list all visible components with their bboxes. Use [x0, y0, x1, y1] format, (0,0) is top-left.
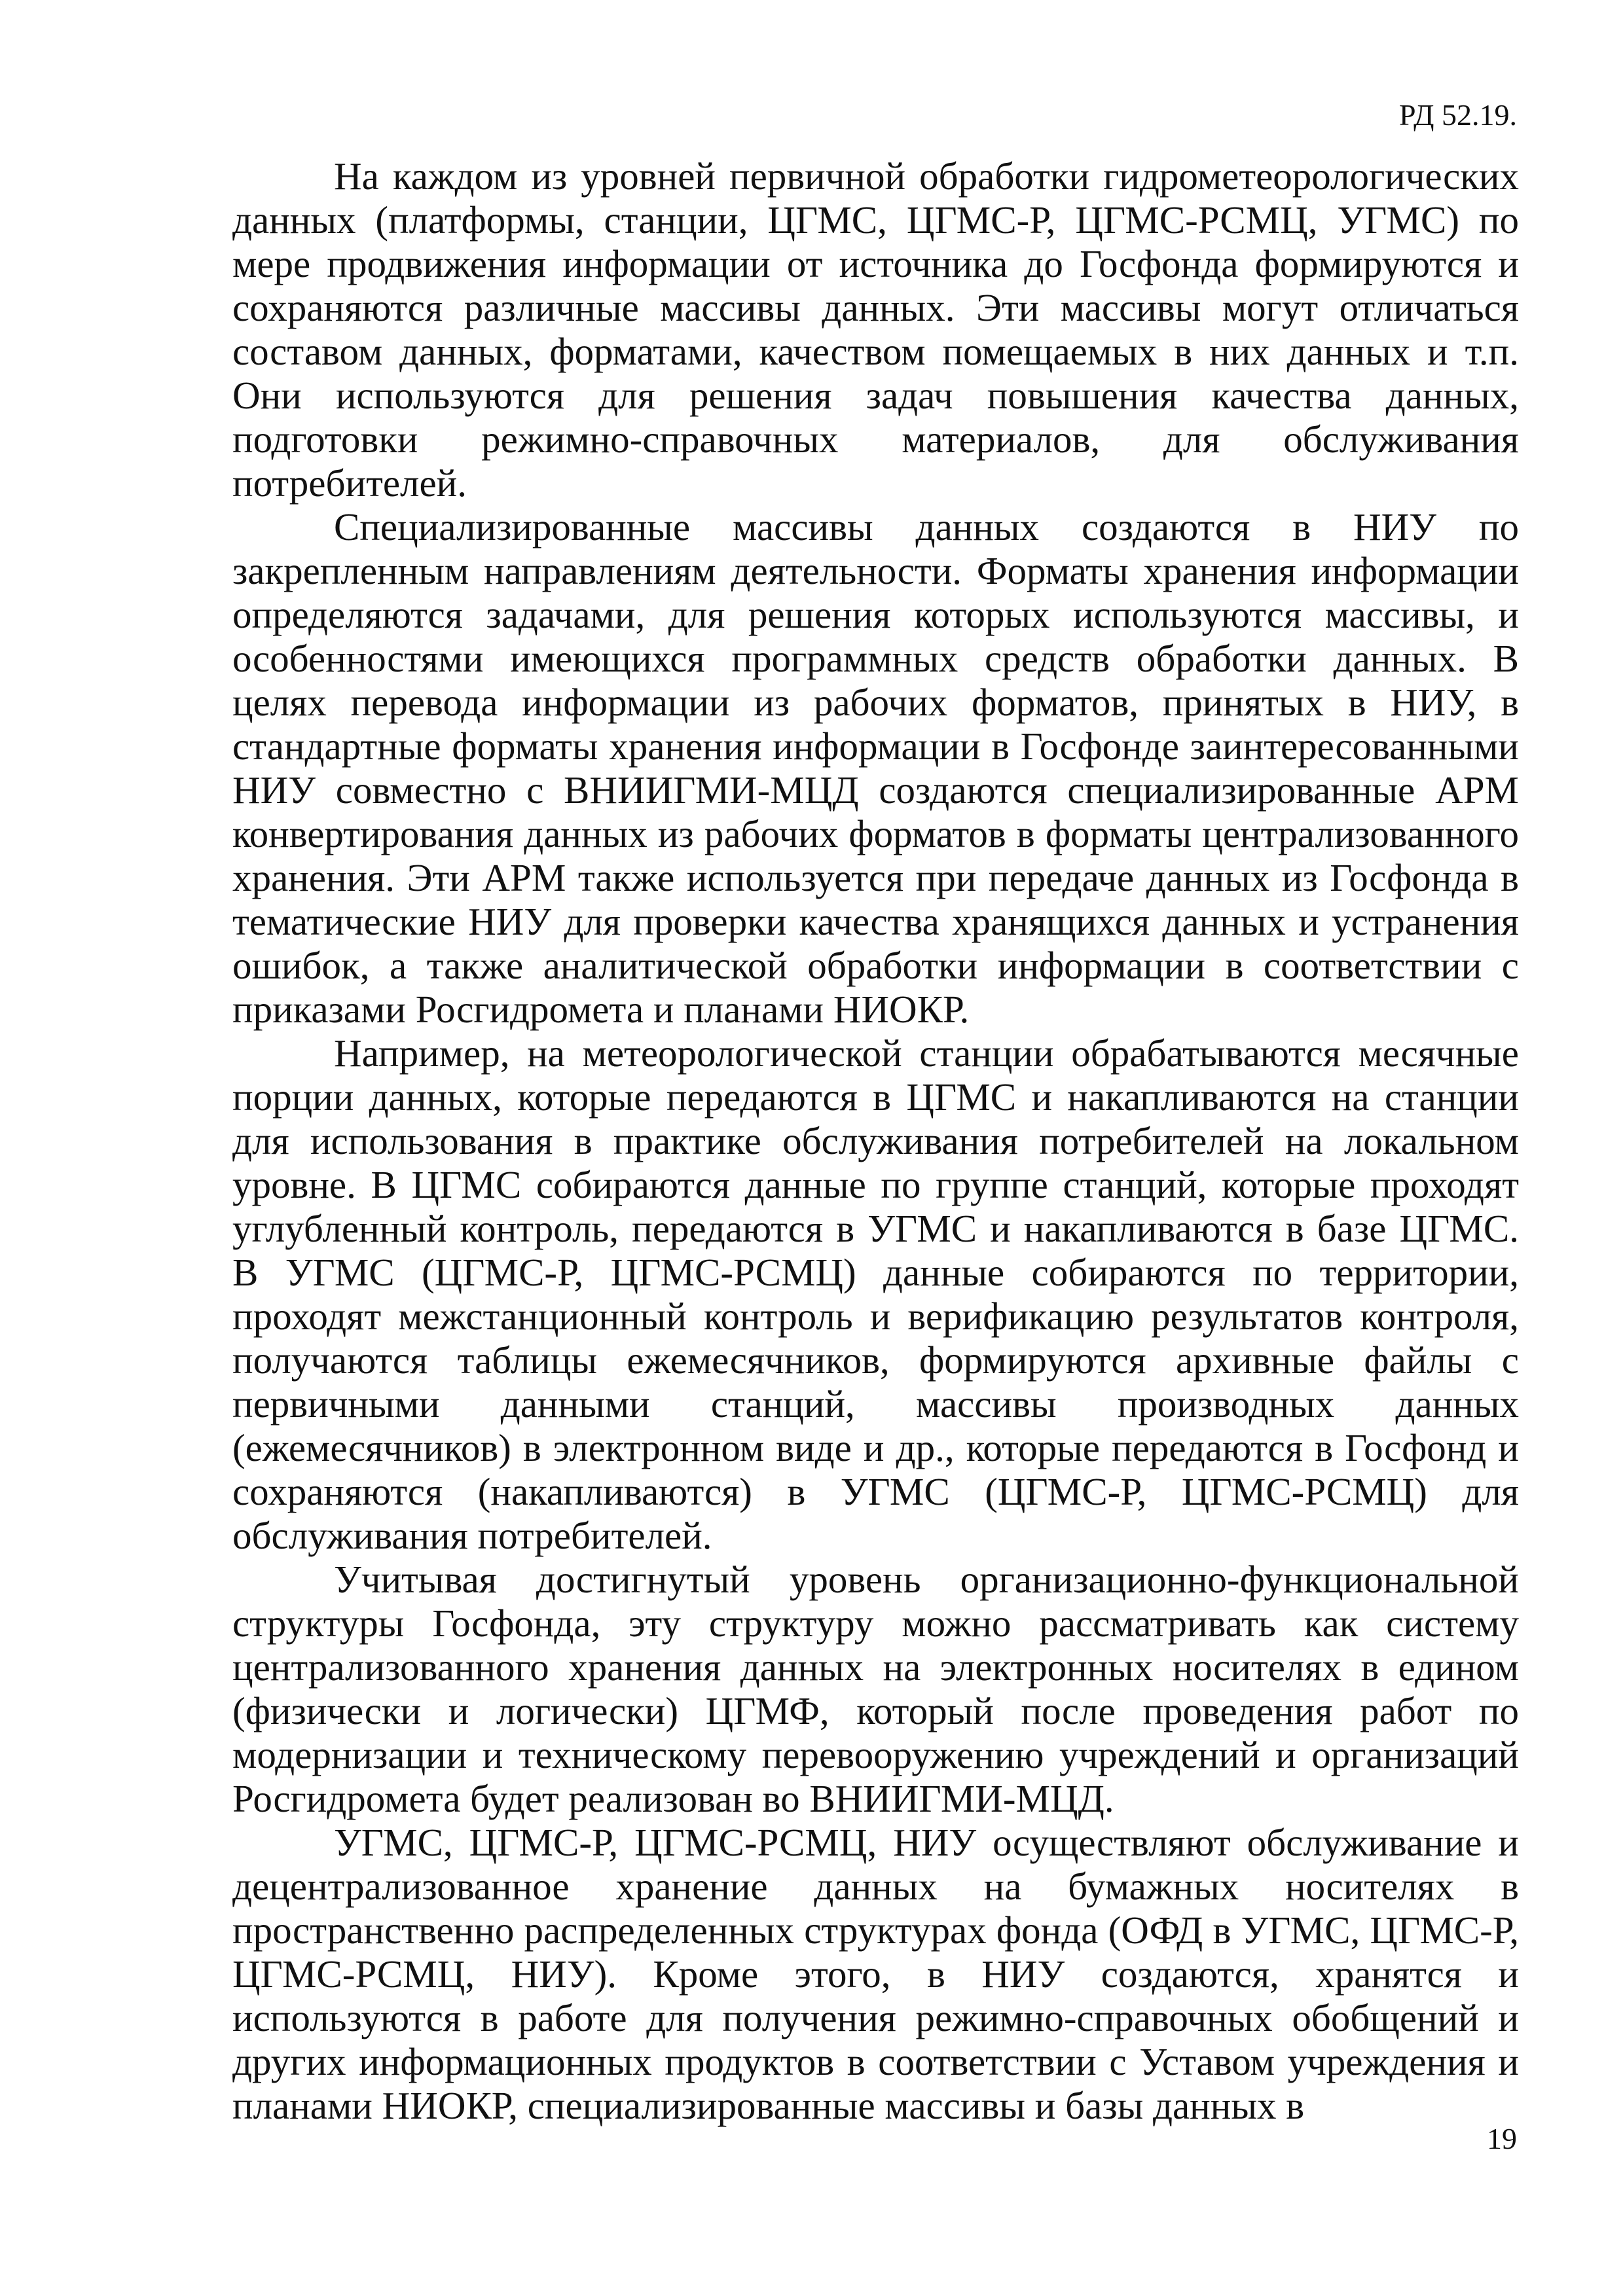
paragraph-2: Специализированные массивы данных создаются в НИУ по закрепленным направлениям деятельности. Форматы хранения информации определяются задачами, для решения которых используются массивы, и особенностями имеющихся программных средств обработки данных. В целях перевода информации из рабочих форматов, принятых в НИУ, в стандартные форматы хранения информации в Госфонде заинтересованными НИУ совместно с ВНИИГМИ-МЦД создаются специализированные АРМ конвертирования данных из рабочих форматов в форматы централизованного хранения. Эти АРМ также используется при передаче данных из Госфонда в тематические НИУ для проверки качества хранящихся данных и устранения ошибок, а также аналитической обработки информации в соответствии с приказами Росгидромета и планами НИОКР. [232, 505, 1519, 1031]
body-text [232, 154, 1519, 2128]
paragraph-3: Например, на метеорологической станции обрабатываются месячные порции данных, которые передаются в ЦГМС и накапливаются на станции для использования в практике обслуживания потребителей на локальном уровне. В ЦГМС собираются данные по группе станций, которые проходят углубленный контроль, передаются в УГМС и накапливаются в базе ЦГМС. В УГМС (ЦГМС-Р, ЦГМС-РСМЦ) данные собираются по территории, проходят межстанционный контроль и верификацию результатов контроля, получаются таблицы ежемесячников, формируются архивные файлы с первичными данными станций, массивы производных данных (ежемесячников) в электронном виде и др., которые передаются в Госфонд и сохраняются (накапливаются) в УГМС (ЦГМС-Р, ЦГМС-РСМЦ) для обслуживания потребителей. [232, 1031, 1519, 1557]
paragraph-1: На каждом из уровней первичной обработки гидрометеорологических данных (платформы, станции, ЦГМС, ЦГМС-Р, ЦГМС-РСМЦ, УГМС) по мере продвижения информации от источника до Госфонда формируются и сохраняются различные массивы данных. Эти массивы могут отличаться составом данных, форматами, качеством помещаемых в них данных и т.п. Они используются для решения задач повышения качества данных, подготовки режимно-справочных материалов, для обслуживания потребителей. [232, 154, 1519, 505]
paragraph-4: Учитывая достигнутый уровень организационно-функциональной структуры Госфонда, эту структуру можно рассматривать как систему централизованного хранения данных на электронных носителях в едином (физически и логически) ЦГМФ, который после проведения работ по модернизации и техническому перевооружению учреждений и организаций Росгидромета будет реализован во ВНИИГМИ-МЦД. [232, 1558, 1519, 1820]
paragraph-5: УГМС, ЦГМС-Р, ЦГМС-РСМЦ, НИУ осуществляют обслуживание и децентрализованное хранение данных на бумажных носителях в пространственно распределенных структурах фонда (ОФД в УГМС, ЦГМС-Р, ЦГМС-РСМЦ, НИУ). Кроме этого, в НИУ создаются, хранятся и используются в работе для получения режимно-справочных обобщений и других информационных продуктов в соответствии с Уставом учреждения и планами НИОКР, специализированные массивы и базы данных в [232, 1821, 1519, 2127]
document-code: РД 52.19. [1398, 98, 1517, 132]
page-number: 19 [1487, 2122, 1517, 2155]
